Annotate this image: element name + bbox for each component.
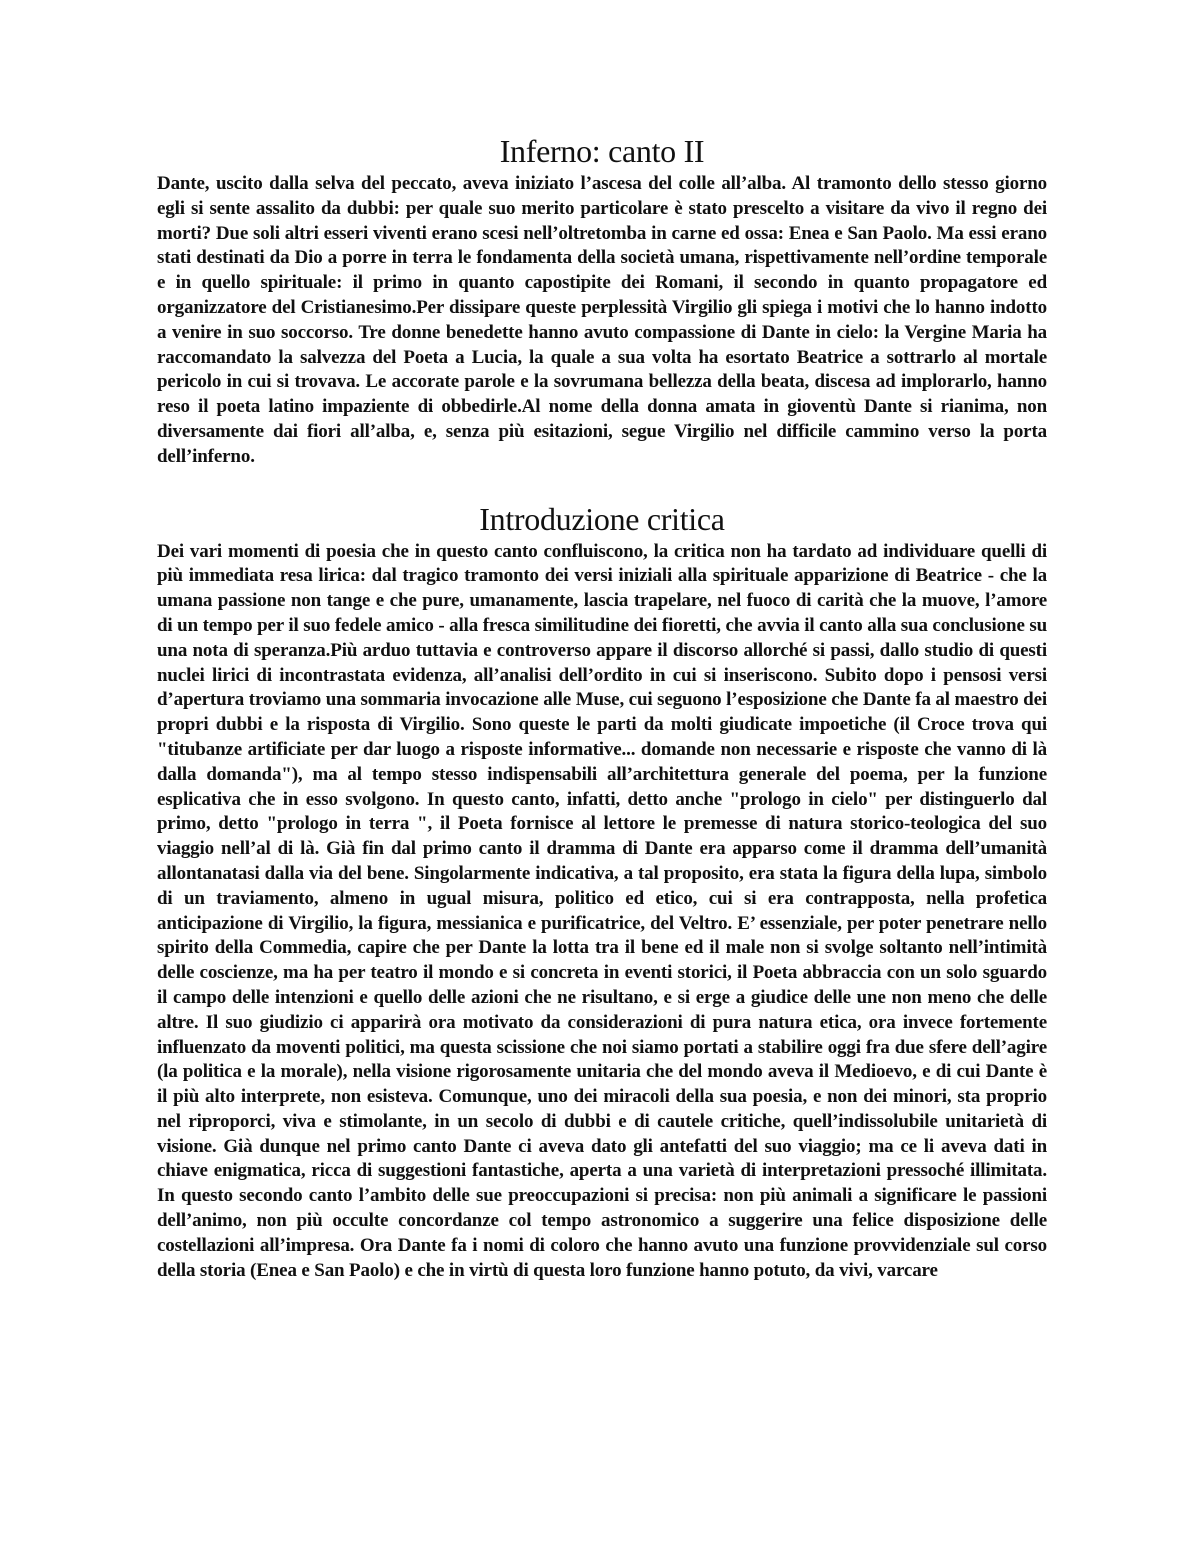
critical-intro-paragraph: Dei vari momenti di poesia che in questo canto confluiscono, la critica non ha tardato ad individuare quelli di più immediata resa lirica: dal tragico tramonto dei versi iniziali alla spirituale apparizione di Beatrice - che la umana passione non tange e che pure, umanamente, lascia trapelare, nel fuoco di carità che la muove, l’amore di un tempo per il suo fedele amico - alla fresca similitudine dei fioretti, che avvia il canto alla sua conclusione su una nota di speranza.Più arduo tuttavia e controverso appare il discorso allorché si passi, dallo studio di questi nuclei lirici di incontrastata evidenza, all’analisi dell’ordito in cui si inseriscono. Subito dopo i pensosi versi d’apertura troviamo una sommaria invocazione alle Muse, cui seguono l’esposizione che Dante fa al maestro dei propri dubbi e la risposta di Virgilio. Sono queste le parti da molti giudicate impoetiche (il Croce trova qui "titubanze artificiate per dar luogo a risposte informative... domande non necessarie e risposte che vanno di là dalla domanda"), ma al tempo stesso indispensabili all’architettura generale del poema, per la funzione esplicativa che in esso svolgono. In questo canto, infatti, detto anche "prologo in cielo" per distinguerlo dal primo, detto "prologo in terra ", il Poeta fornisce al lettore le premesse di natura storico-teologica del suo viaggio nell’al di là. Già fin dal primo canto il dramma di Dante era apparso come il dramma dell’umanità allontanatasi dalla via del bene. Singolarmente indicativa, a tal proposito, era stata la figura della lupa, simbolo di un traviamento, almeno in ugual misura, politico ed etico, cui si era contrapposta, nella profetica anticipazione di Virgilio, la figura, messianica e purificatrice, del Veltro. E’ essenziale, per poter penetrare nello spirito della Commedia, capire che per Dante la lotta tra il bene ed il male non si svolge soltanto nell’intimità delle coscienze, ma ha per teatro il mondo e si concreta in eventi storici, il Poeta abbraccia con un solo sguardo il campo delle intenzioni e quello delle azioni che ne risultano, e si erge a giudice delle une non meno che delle altre. Il suo giudizio ci apparirà ora motivato da considerazioni di pura natura etica, ora invece fortemente influenzato da moventi politici, ma questa scissione che noi siamo portati a stabilire oggi fra due sfere dell’agire (la politica e la morale), nella visione rigorosamente unitaria che del mondo aveva il Medioevo, e di cui Dante è il più alto interprete, non esisteva. Comunque, uno dei miracoli della sua poesia, e non dei minori, sta proprio nel riproporci, viva e stimolante, in un secolo di dubbi e di cautele critiche, quell’indissolubile unitarietà di visione. Già dunque nel primo canto Dante ci aveva dato gli antefatti del suo viaggio; ma ce li aveva dati in chiave enigmatica, ricca di suggestioni fantastiche, aperta a una varietà di interpretazioni pressoché illimitata. In questo secondo canto l’ambito delle sue preoccupazioni si precisa: non più animali a significare le passioni dell’animo, non più occulte concordanze col tempo astronomico a suggerire una felice disposizione delle costellazioni all’impresa. Ora Dante fa i nomi di coloro che hanno avuto una funzione provvidenziale sul corso della storia (Enea e San Paolo) e che in virtù di questa loro funzione hanno potuto, da vivi, varcare [157, 540, 1047, 1281]
section-title-canto: Inferno: canto II [499, 133, 705, 169]
document-page [157, 132, 1047, 1283]
section-title-introduzione: Introduzione critica [479, 500, 725, 537]
summary-paragraph: Dante, uscito dalla selva del peccato, aveva iniziato l’ascesa del colle all’alba. Al tramonto dello stesso giorno egli si sente assalito da dubbi: per quale suo merito particolare è stato prescelto a visitare da vivo il regno dei morti? Due soli altri esseri viventi erano scesi nell’oltretomba in carne ed ossa: Enea e San Paolo. Ma essi erano stati destinati da Dio a porre in terra le fondamenta della società umana, rispettivamente nell’ordine temporale e in quello spirituale: il primo in quanto capostipite dei Romani, il secondo in quanto propagatore ed organizzatore del Cristianesimo.Per dissipare queste perplessità Virgilio gli spiega i motivi che lo hanno indotto a venire in suo soccorso. Tre donne benedette hanno avuto compassione di Dante in cielo: la Vergine Maria ha raccomandato la salvezza del Poeta a Lucia, la quale a sua volta ha esortato Beatrice a sottrarlo al mortale pericolo in cui si trovava. Le accorate parole e la sovrumana bellezza della beata, discesa ad implorarlo, hanno reso il poeta latino impaziente di obbedirle.Al nome della donna amata in gioventù Dante si rianima, non diversamente dai fiori all’alba, e, senza più esitazioni, segue Virgilio nel difficile cammino verso la porta dell’inferno. [157, 173, 1047, 467]
